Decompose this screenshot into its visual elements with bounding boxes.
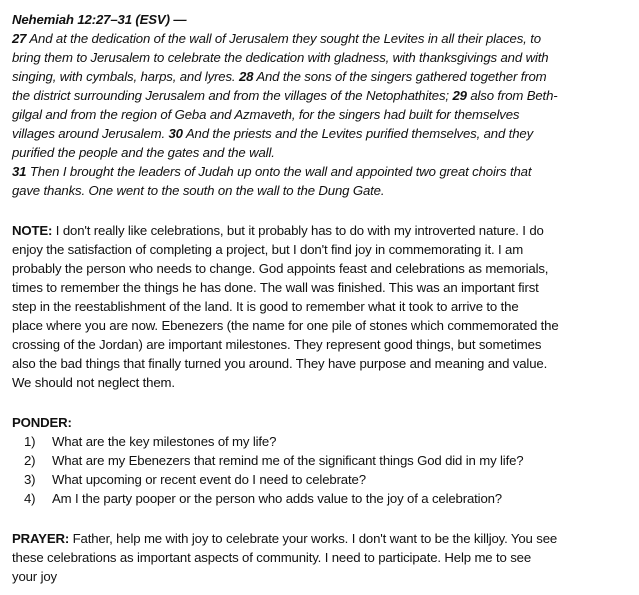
prayer-text: these celebrations as important aspects of community. I need to participate. Help me to see [12, 550, 532, 565]
devotional-document [12, 10, 634, 586]
prayer-section [12, 529, 634, 586]
verse-text: singing, with cymbals, harps, and lyres. [12, 69, 239, 84]
prayer-text: Father, help me with joy to celebrate your works. I don't want to be the killjoy. You see [69, 531, 558, 546]
verse-number: 28 [238, 69, 254, 84]
scripture-line [12, 143, 634, 162]
ponder-label: PONDER: [12, 415, 72, 430]
note-line [12, 259, 634, 278]
note-line [12, 316, 634, 335]
scripture-line [12, 67, 634, 86]
ponder-item-text: What are the key milestones of my life? [52, 434, 277, 449]
verse-number: 31 [12, 164, 27, 179]
scripture-line [12, 105, 634, 124]
ponder-item [12, 489, 634, 508]
verse-text: bring them to Jerusalem to celebrate the dedication with gladness, with thanksgivings and with [12, 50, 549, 65]
scripture-section [12, 10, 634, 200]
scripture-line [12, 124, 634, 143]
ponder-item [12, 470, 634, 489]
note-line [12, 354, 634, 373]
note-label: NOTE: [12, 223, 53, 238]
verse-text: And at the dedication of the wall of Jerusalem they sought the Levites in all their places, to [26, 31, 541, 46]
note-line [12, 335, 634, 354]
ponder-item-number: 4) [24, 491, 36, 506]
ponder-item-number: 2) [24, 453, 36, 468]
verse-text: villages around Jerusalem. [12, 126, 169, 141]
scripture-line [12, 48, 634, 67]
ponder-item-text: What upcoming or recent event do I need to celebrate? [52, 472, 366, 487]
verse-text: And the sons of the singers gathered together from [253, 69, 547, 84]
ponder-item-text: What are my Ebenezers that remind me of the significant things God did in my life? [52, 453, 524, 468]
note-text: I don't really like celebrations, but it probably has to do with my introverted nature. I do [52, 223, 544, 238]
verse-text: also from Beth- [466, 88, 558, 103]
scripture-text [12, 29, 634, 200]
verse-text: the district surrounding Jerusalem and from the villages of the Netophathites; [12, 88, 453, 103]
ponder-item [12, 432, 634, 451]
note-text: We should not neglect them. [12, 375, 175, 390]
ponder-item-number: 1) [24, 434, 36, 449]
verse-text: Then I brought the leaders of Judah up onto the wall and appointed two great choirs that [26, 164, 532, 179]
prayer-line [12, 567, 634, 586]
ponder-item [12, 451, 634, 470]
scripture-line [12, 181, 634, 200]
scripture-line [12, 162, 634, 181]
note-line [12, 240, 634, 259]
prayer-text: your joy [12, 569, 57, 584]
note-line [12, 278, 634, 297]
scripture-line [12, 86, 634, 105]
note-section [12, 221, 634, 392]
note-text: enjoy the satisfaction of completing a project, but I don't find joy in commemorating it. I am [12, 242, 524, 257]
verse-number: 29 [452, 88, 467, 103]
verse-number: 30 [168, 126, 183, 141]
verse-text: purified the people and the gates and the wall. [12, 145, 275, 160]
ponder-item-number: 3) [24, 472, 36, 487]
note-line [12, 297, 634, 316]
note-text: times to remember the things he has done. The wall was finished. This was an important first [12, 280, 539, 295]
verse-text: gave thanks. One went to the south on the wall to the Dung Gate. [12, 183, 385, 198]
scripture-title-text: Nehemiah 12:27–31 (ESV) — [12, 12, 187, 27]
ponder-section [12, 413, 634, 508]
note-text: step in the reestablishment of the land. It is good to remember what it took to arrive to the [12, 299, 519, 314]
verse-text: gilgal and from the region of Geba and Azmaveth, for the singers had built for themselves [12, 107, 520, 122]
ponder-list [12, 432, 634, 508]
scripture-title [12, 10, 634, 29]
note-text: crossing of the Jordan) are important milestones. They represent good things, but sometimes [12, 337, 542, 352]
prayer-label: PRAYER: [12, 531, 70, 546]
note-text: also the bad things that finally turned you around. They have purpose and meaning and value. [12, 356, 548, 371]
prayer-line [12, 529, 634, 548]
note-text: place where you are now. Ebenezers (the name for one pile of stones which commemorated the [12, 318, 559, 333]
note-text: probably the person who needs to change. God appoints feast and celebrations as memorials, [12, 261, 549, 276]
verse-number: 27 [12, 31, 27, 46]
verse-text: And the priests and the Levites purified themselves, and they [182, 126, 534, 141]
scripture-line [12, 29, 634, 48]
note-line [12, 221, 634, 240]
note-line [12, 373, 634, 392]
prayer-line [12, 548, 634, 567]
ponder-item-text: Am I the party pooper or the person who adds value to the joy of a celebration? [52, 491, 502, 506]
